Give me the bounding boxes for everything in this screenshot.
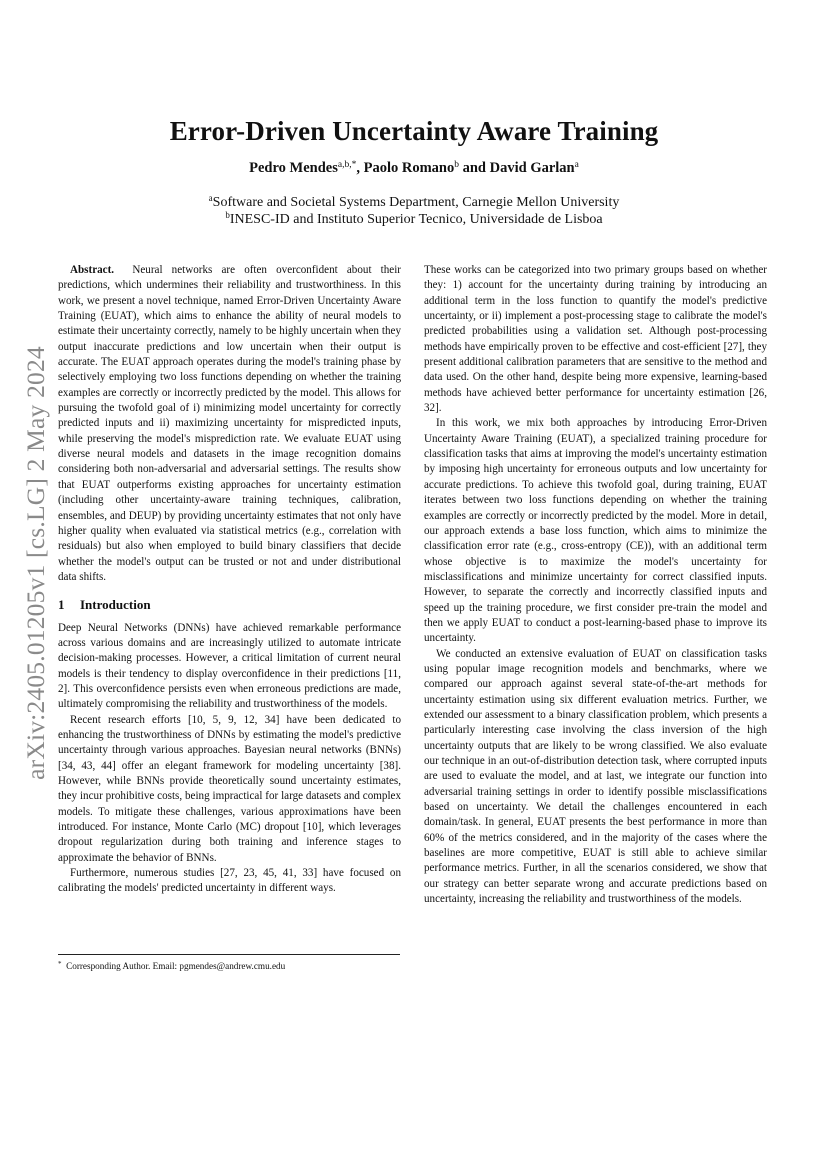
paragraph: We conducted an extensive evaluation of EUAT on classification tasks using popular image recognition models and benchmarks, where we compared our approach against several state-of-the-art methods for uncertainty estimation using six different evaluation metrics. Further, we extended our assessment to a binary classification problem, which presents a particularly interesting case involving the class inversion of the high uncertainty outputs that are likely to be wrong classified. We also evaluate our technique in an out-of-distribution detection task, where corrupted inputs are used to evaluate the model, and at last, we integrate our function into adversarial training settings in order to identify possible misclassifications based on uncertainty. We detail the challenges encountered in each domain/task. In general, EUAT presents the best performance in more than 60% of the metrics considered, and in the majority of the cases where the baselines are more competitive, EUAT is still able to achieve similar performance metrics. Further, in all the scenarios considered, we show that our strategy can better separate wrong and accurate predictions based on uncertainty, increasing the reliability and trustworthiness of the models. [424,647,767,906]
affiliation-text: Software and Societal Systems Department, Carnegie Mellon University [212,195,620,210]
paragraph: Furthermore, numerous studies [27, 23, 45, 41, 33] have focused on calibrating the models' predicted uncertainty in different ways. [58,867,401,895]
left-column [58,263,401,897]
section-number: 1 [58,597,65,613]
paragraph: Recent research efforts [10, 5, 9, 12, 34] have been dedicated to enhancing the trustworthiness of DNNs by estimating the model's predictive uncertainty through various approaches. Bayesian neural networks (BNNs) [34, 43, 44] offer an elegant framework for modeling uncertainty [38]. However, while BNNs provide theoretically sound uncertainty estimates, they incur prohibitive costs, being impractical for large datasets and complex models. To mitigate these challenges, various approximations have been introduced. For instance, Monte Carlo (MC) dropout [10], which leverages dropout regularization during both training and inference stages to approximate the behavior of BNNs. [58,713,401,864]
paper-title: Error-Driven Uncertainty Aware Training [169,116,659,146]
paragraph: In this work, we mix both approaches by introducing Error-Driven Uncertainty Aware Training (EUAT), a specialized training procedure for classification tasks that aims at improving the model's uncertainty estimation by imposing high uncertainty for erroneous outputs and low uncertainty for accurate predictions. To achieve this twofold goal, during training, EUAT iterates between two loss functions depending on whether the training examples are correctly or incorrectly predicted by the model. More in detail, our approach extends a base loss function, which aims to minimize the classification error rate (e.g., cross-entropy (CE)), with an additional term whose objective is to maximize the model's uncertainty for misclassifications and minimize uncertainty for correct classified inputs. However, to separate the correctly and incorrectly classified inputs and speed up the training procedure, we first consider pre-train the model and then we apply EUAT to conduct a post-learning-based phase to improve its uncertainty. [424,417,767,645]
abstract-label: Abstract. [70,264,115,276]
paragraph: These works can be categorized into two primary groups based on whether they: 1) account for the uncertainty during training by introducing an additional term in the loss function to quantify the model's predictive uncertainty, or ii) implement a post-processing stage to calibrate the model's predicted probabilities using a validation set. Although post-processing methods have empirically proven to be effective and cost-efficient [27], they present additional calibration parameters that are sensitive to the method and data used. On the other hand, despite being more expensive, learning-based methods have achieved better performance for uncertainty estimation [26, 32]. [424,264,767,415]
author-name: Paolo Romano [363,160,455,176]
affiliation-line [0,194,828,211]
author-affil-mark: b [454,160,459,170]
affiliation-mark: a [208,193,213,203]
author-separator: , [356,160,364,176]
paragraph: Deep Neural Networks (DNNs) have achieved remarkable performance across various domains and are increasingly utilized to automate intricate decision-making processes. However, a critical limitation of current neural models is their tendency to display overconfidence in their predictions [11, 2]. This overconfidence persists even when erroneous predictions are made, ultimately compromising the reliability and trustworthiness of the models. [58,621,401,711]
abstract [58,263,401,585]
author-affil-mark: a [574,160,579,170]
author-affil-mark: a,b,* [337,160,357,170]
affiliation-text: INESC-ID and Instituto Superior Tecnico, Universidade de Lisboa [229,212,603,227]
abstract-text: Neural networks are often overconfident about their predictions, which undermines their reliability and trustworthiness. In this work, we present a novel technique, named Error-Driven Uncertainty Aware Training (EUAT), which aims to enhance the ability of neural models to estimate their uncertainty correctly, namely to be highly uncertain when they output inaccurate predictions and low uncertain when their output is accurate. The EUAT approach operates during the model's training phase by selectively employing two loss functions depending on whether the training examples are correctly or incorrectly predicted by the model. This allows for pursuing the twofold goal of i) minimizing model uncertainty for correctly predicted inputs and ii) maximizing uncertainty for mispredicted inputs, while preserving the model's misprediction rate. We evaluate EUAT using diverse neural models and datasets in the image recognition domains considering both non-adversarial and adversarial settings. The results show that EUAT outperforms existing approaches for uncertainty estimation (including other uncertainty-aware training techniques, calibration, ensembles, and DEUP) by providing uncertainty estimates that not only have higher quality when evaluated via statistical metrics (e.g., correlation with residuals) but also when employed to build binary classifiers that decide whether the model's output can be trusted or not and under distributional data shifts. [58,264,401,583]
affiliations [0,194,828,228]
affiliation-line [0,211,828,228]
author-name: David Garlan [489,160,575,176]
author-separator: and [458,160,490,176]
right-column [424,263,767,907]
section-title: Introduction [80,597,151,613]
arxiv-stamp [16,250,56,875]
footnote-mark: * [58,960,62,968]
arxiv-id-text: arXiv:2405.01205v1 [cs.LG] 2 May 2024 [21,345,51,780]
footnote [58,960,401,972]
section-heading [58,597,401,612]
author-name: Pedro Mendes [249,160,338,176]
author-list [0,160,828,177]
footnote-divider [58,954,400,955]
affiliation-mark: b [225,210,230,220]
footnote-text: Corresponding Author. Email: pgmendes@andrew.cmu.edu [66,961,286,971]
